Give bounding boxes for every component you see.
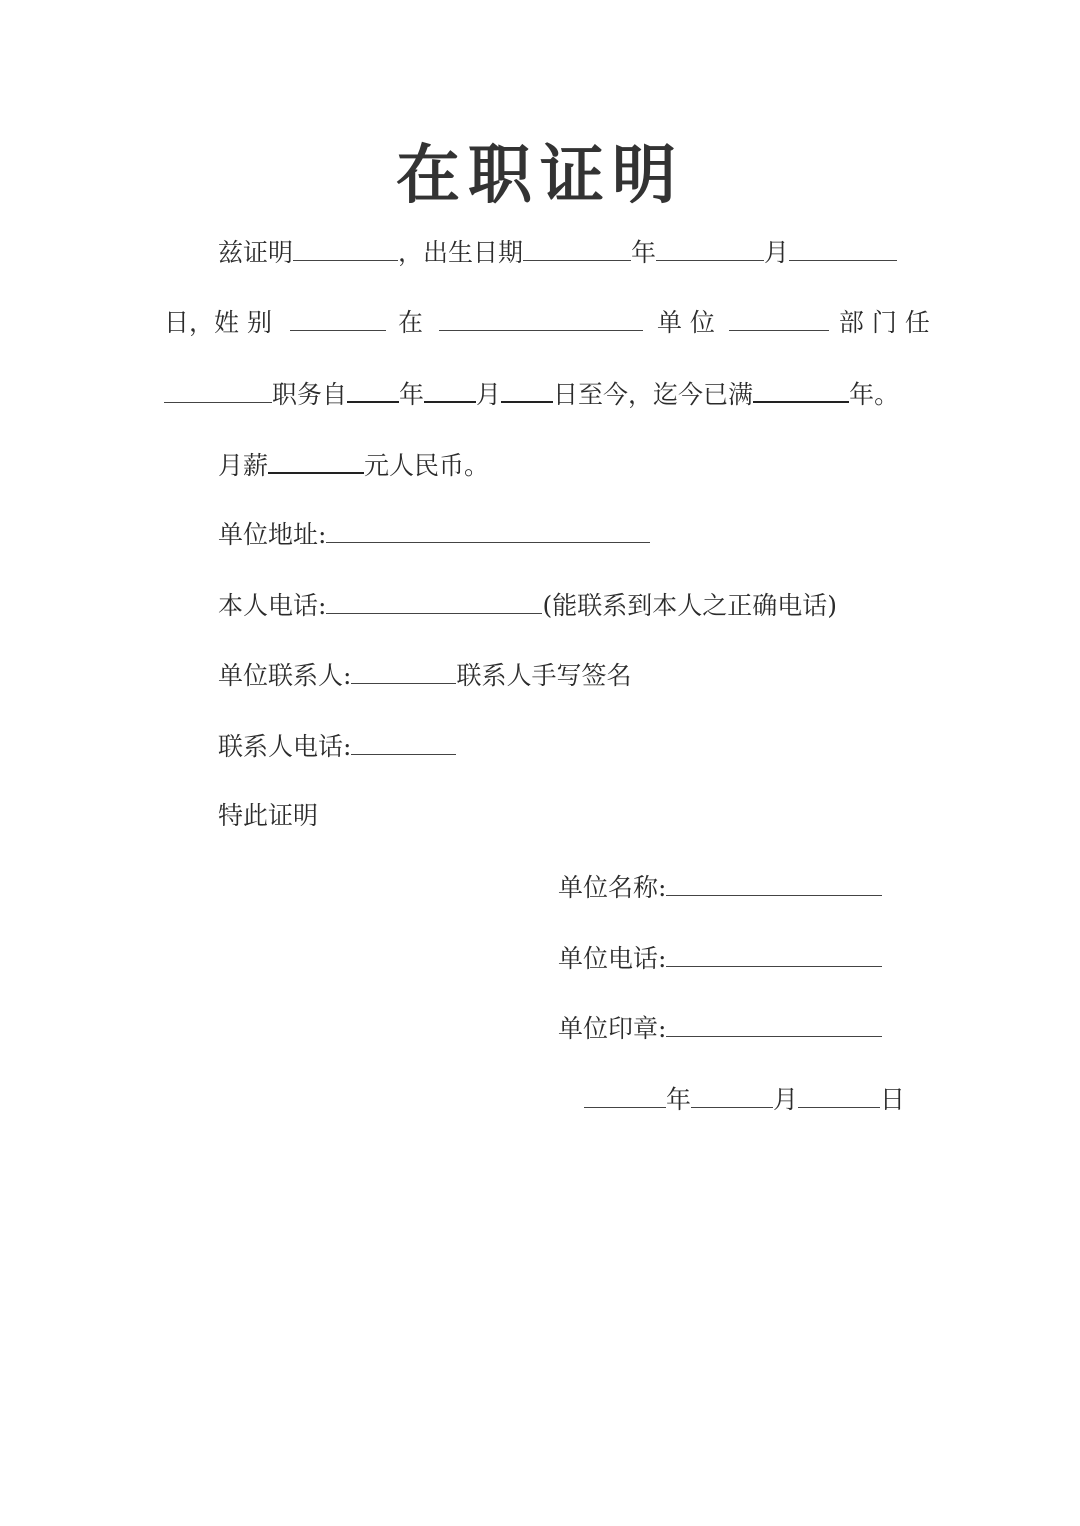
paragraph-line-3: [164, 377, 899, 411]
text-segment: 年: [399, 380, 425, 409]
text-segment: 职务自: [272, 380, 348, 409]
birth-month-blank: [656, 236, 764, 261]
start-month-blank: [424, 377, 476, 403]
text-segment: 年。: [849, 380, 900, 409]
text-segment: 月: [764, 238, 790, 267]
phone-note: (能联系到本人之正确电话): [542, 591, 837, 620]
contact-phone-label: 联系人电话:: [218, 732, 352, 761]
company-seal-label: 单位印章:: [558, 1014, 667, 1043]
date-day-blank: [798, 1083, 880, 1108]
document-title: 在职证明: [396, 138, 684, 213]
company-name-line: [558, 871, 882, 904]
start-day-blank: [501, 377, 553, 403]
address-label: 单位地址:: [218, 520, 327, 549]
company-name-blank: [666, 871, 882, 896]
phone-blank: [326, 589, 542, 614]
company-phone-line: [558, 942, 882, 975]
contact-phone-line: [218, 730, 456, 763]
company-blank: [439, 306, 643, 331]
salary-blank: [268, 448, 364, 474]
address-line: [218, 518, 650, 551]
start-year-blank: [347, 377, 399, 403]
company-seal-blank: [666, 1012, 882, 1037]
phone-label: 本人电话:: [218, 591, 327, 620]
gender-blank: [290, 306, 386, 331]
text-segment: 日至今，迄今已满: [553, 380, 754, 409]
date-year-blank: [584, 1083, 666, 1108]
phone-line: [218, 589, 837, 622]
contact-label: 单位联系人:: [218, 661, 352, 690]
text-segment: 在: [397, 308, 423, 337]
date-month-blank: [691, 1083, 773, 1108]
address-blank: [326, 518, 650, 543]
salary-unit: 元人民币。: [364, 451, 490, 480]
contact-blank: [351, 659, 456, 684]
paragraph-line-2: [164, 306, 930, 339]
date-month-label: 月: [773, 1085, 799, 1114]
contact-phone-blank: [351, 730, 456, 755]
text-segment: 月: [476, 380, 502, 409]
contact-line: [218, 659, 631, 692]
department-blank: [729, 306, 829, 331]
birth-day-blank: [789, 236, 897, 261]
hereby-line: 特此证明: [218, 801, 319, 830]
date-day-label: 日: [880, 1085, 906, 1114]
salary-line: [218, 448, 489, 482]
text-segment: 兹证明: [218, 238, 294, 267]
paragraph-line-1: [218, 236, 897, 269]
contact-sign-text: 联系人手写签名: [456, 661, 632, 690]
company-seal-line: [558, 1012, 882, 1045]
date-year-label: 年: [666, 1085, 692, 1114]
text-segment: 日，姓 别: [164, 308, 272, 337]
text-segment: ，出生日期: [398, 238, 524, 267]
company-name-label: 单位名称:: [558, 873, 667, 902]
text-segment: 部 门 任: [838, 308, 930, 337]
name-blank: [293, 236, 398, 261]
company-phone-label: 单位电话:: [558, 944, 667, 973]
salary-label: 月薪: [218, 451, 269, 480]
birth-year-blank: [523, 236, 631, 261]
text-segment: 单 位: [656, 308, 715, 337]
company-phone-blank: [666, 942, 882, 967]
years-blank: [753, 377, 849, 403]
date-line: [584, 1083, 905, 1116]
text-segment: 年: [631, 238, 657, 267]
position-blank: [164, 378, 272, 403]
